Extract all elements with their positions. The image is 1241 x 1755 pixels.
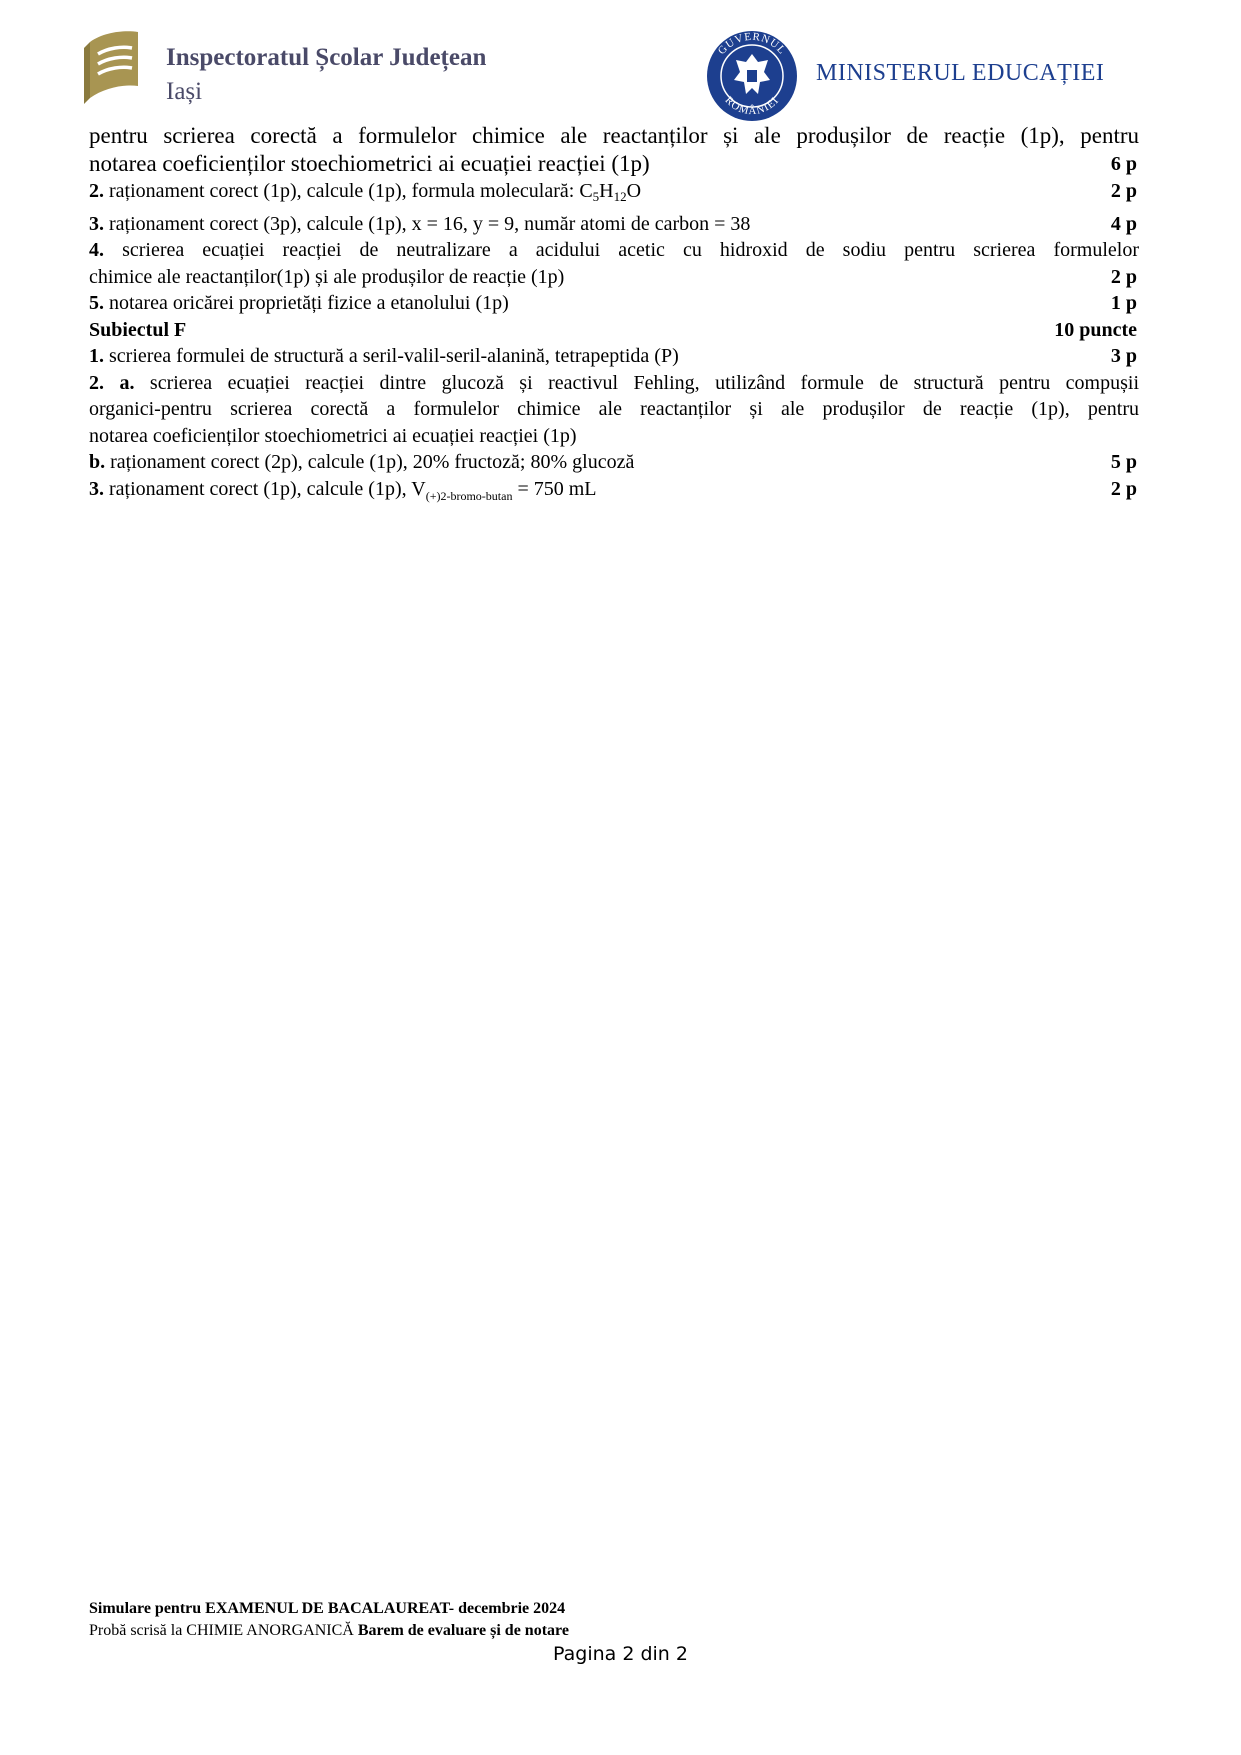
item-2-sub-c: 5: [592, 189, 600, 204]
f-item-1-number: 1.: [89, 345, 104, 367]
intro-score: 6 p: [1110, 153, 1137, 175]
item-3-text: raționament corect (3p), calcule (1p), x = 16, y = 9, număr atomi de carbon = 38: [104, 212, 751, 235]
footer-line-2-prefix: Probă scrisă la CHIMIE ANORGANICĂ: [89, 1622, 358, 1639]
item-4-line-1: [89, 237, 1139, 264]
government-seal-icon: [706, 30, 798, 122]
footer-line-2: [89, 1620, 789, 1642]
item-5-number: 5.: [89, 292, 104, 314]
item-3-number: 3.: [89, 212, 104, 235]
grading-scheme: [89, 122, 1139, 509]
footer-line-1-exam: EXAMENUL DE BACALAUREAT- decembrie 2024: [205, 1600, 566, 1617]
f-item-3: [89, 476, 1139, 510]
item-2-number: 2.: [89, 180, 104, 202]
f-item-2-b-label: b.: [89, 451, 106, 473]
isj-city: Iași: [166, 78, 203, 105]
item-2-o: O: [626, 180, 642, 202]
page-header: [0, 0, 1241, 120]
f-item-2-b: [89, 449, 1139, 476]
seal-text-bottom: ROMÂNIEI: [722, 94, 782, 118]
item-4-text-2: chimice ale reactanților(1p) și ale produșilor de reacție (1p): [89, 265, 565, 288]
footer-line-2-title: Barem de evaluare și de notare: [357, 1622, 569, 1639]
item-3-score: 4 p: [1110, 212, 1137, 235]
f-item-2-text-1: scrierea ecuației reacției dintre glucoză și reactivul Fehling, utilizând formule de structură pentru compușii: [134, 371, 1140, 394]
f-item-2-a-label: a.: [104, 371, 135, 394]
isj-title: Inspectoratul Școlar Județean: [166, 44, 487, 71]
item-5-text: notarea oricărei proprietăți fizice a etanolului (1p): [104, 292, 509, 314]
item-3: [89, 211, 1139, 238]
page-number: Pagina 2 din 2: [553, 1643, 688, 1665]
f-item-2-line-2: organici-pentru scrierea corectă a formulelor chimice ale reactanților și ale produșilor de reacție (1p), pentru: [89, 398, 1139, 420]
f-item-2-line-3: notarea coeficienților stoechiometrici ai ecuației reacției (1p): [89, 424, 577, 447]
isj-logo-icon: [84, 28, 142, 104]
intro-line-2: [89, 150, 1139, 178]
f-item-3-tail: = 750 mL: [512, 477, 597, 500]
seal-text-top: GUVERNUL: [715, 30, 789, 58]
f-item-2-score: 5 p: [1110, 451, 1137, 473]
f-item-3-subscript: (+)2-bromo-butan: [425, 488, 513, 503]
ministry-title: MINISTERUL EDUCAȚIEI: [816, 60, 1105, 86]
subject-f-heading: [89, 317, 1139, 344]
item-4-line-2: [89, 264, 1139, 291]
item-4-text-1: scrierea ecuației reacției de neutralizare a acidului acetic cu hidroxid de sodiu pentru scrierea formulelor: [104, 239, 1139, 261]
f-item-1-score: 3 p: [1110, 345, 1137, 367]
item-2-score: 2 p: [1110, 180, 1137, 202]
footer-line-1: [89, 1598, 789, 1620]
item-5: [89, 290, 1139, 317]
intro-line-2-text: notarea coeficienților stoechiometrici ai ecuației reacției (1p): [89, 151, 650, 176]
f-item-3-number: 3.: [89, 477, 104, 500]
subject-f-title: Subiectul F: [89, 318, 187, 341]
f-item-2-b-text: raționament corect (2p), calcule (1p), 20% fructoză; 80% glucoză: [105, 451, 635, 473]
f-item-2-number: 2.: [89, 371, 104, 394]
item-2-text: raționament corect (1p), calcule (1p), formula moleculară: C: [104, 180, 593, 202]
item-4-number: 4.: [89, 239, 104, 261]
footer-line-1-prefix: Simulare pentru: [89, 1600, 206, 1617]
item-2-sub-h: 12: [613, 189, 627, 204]
intro-line-1: pentru scrierea corectă a formulelor chimice ale reactanților și ale produșilor de reacție (1p), pentru: [89, 123, 1139, 148]
f-item-3-score: 2 p: [1110, 477, 1137, 500]
f-item-1-text: scrierea formulei de structură a seril-valil-seril-alanină, tetrapeptida (P): [104, 345, 679, 367]
item-2: [89, 178, 1139, 211]
item-2-h: H: [599, 180, 614, 202]
item-5-score: 1 p: [1110, 292, 1137, 314]
page-footer: [89, 1598, 789, 1642]
f-item-3-text: raționament corect (1p), calcule (1p), V: [104, 477, 426, 500]
f-item-1: [89, 343, 1139, 370]
item-4-score: 2 p: [1110, 265, 1137, 288]
f-item-2-line-1: [89, 370, 1139, 397]
subject-f-points: 10 puncte: [1054, 318, 1137, 341]
